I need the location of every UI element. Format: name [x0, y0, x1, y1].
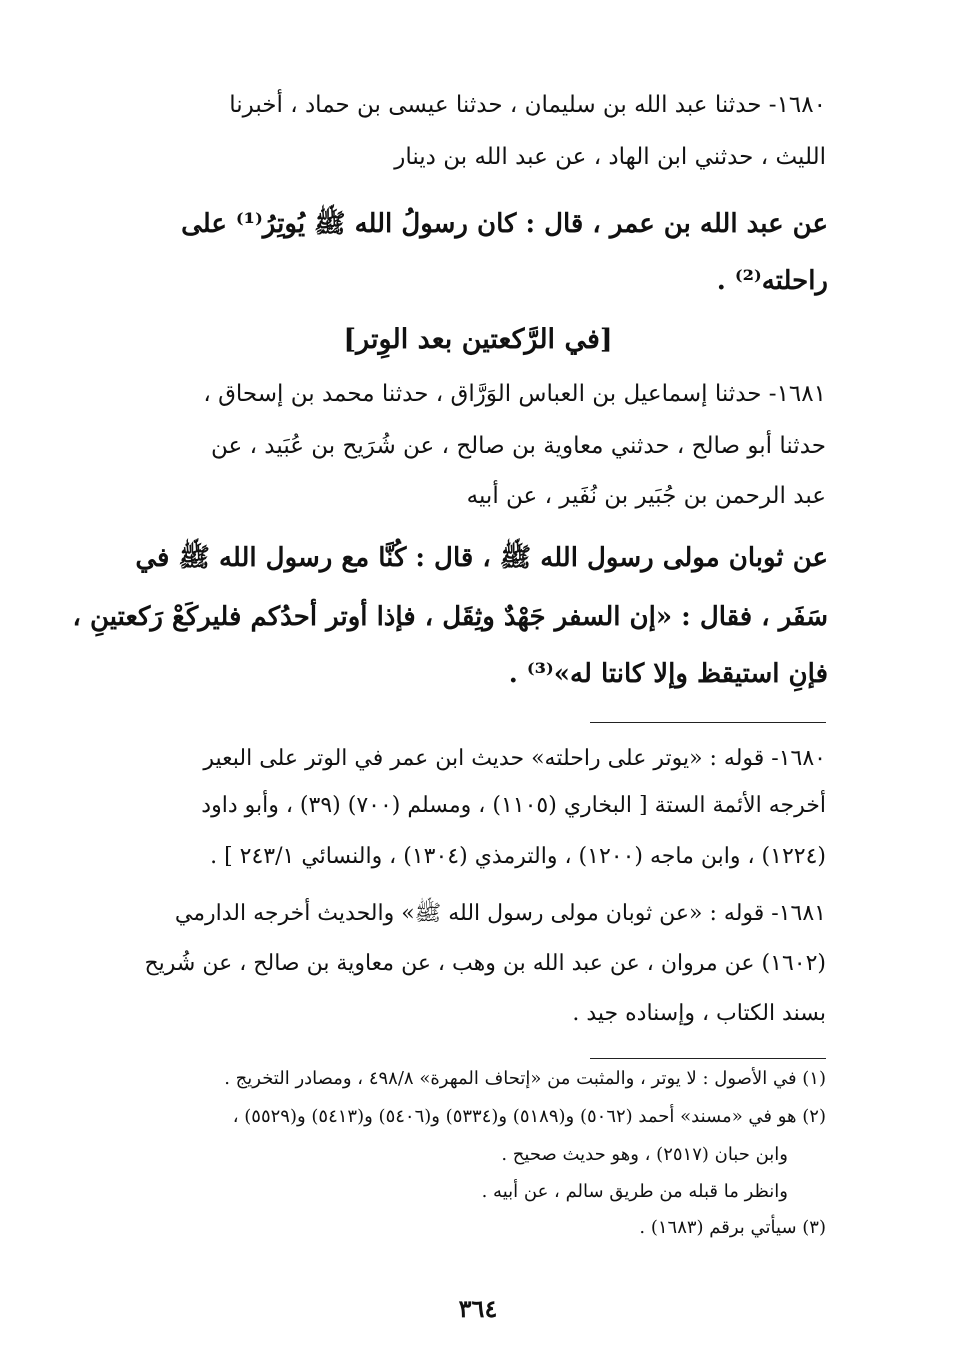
- footnote-2-cont-1: وابن حبان (٢٥١٧) ، وهو حديث صحيح .: [501, 1144, 788, 1165]
- hadith-1680-matn-line-2: راحلته⁽²⁾ .: [716, 266, 828, 296]
- footnote-2: (٢) هو في «مسند» أحمد (٥٠٦٢) و(٥١٨٩) و(٥٣٣٤) و(٥٤٠٦) و(٥٤١٣) و(٥٥٢٩) ،: [232, 1106, 826, 1127]
- page-number: ٣٦٤: [458, 1294, 498, 1323]
- hadith-1680-isnad-line-2: الليث ، حدثني ابن الهاد ، عن عبد الله بن دينار: [394, 144, 826, 170]
- hadith-1681-isnad-line-1: ١٦٨١- حدثنا إسماعيل بن العباس الوَرَّاق ، حدثنا محمد بن إسحاق ،: [203, 381, 826, 407]
- footnote-divider: [590, 1058, 826, 1059]
- hadith-1681-isnad-line-2: حدثنا أبو صالح ، حدثني معاوية بن صالح ، عن شُرَيح بن عُبَيد ، عن: [211, 433, 826, 459]
- commentary-line-4: ١٦٨١- قوله : «عن ثوبان مولى رسول الله ﷺ» والحديث أخرجه الدارمي: [174, 901, 826, 926]
- commentary-line-5: (١٦٠٢) عن مروان ، عن عبد الله بن وهب ، عن معاوية بن صالح ، عن شُريح: [144, 951, 826, 976]
- hadith-1681-matn-line-2: سَفَر ، فقال : «إن السفر جَهْدٌ وثِقَل ، فإذا أوتر أحدُكم فليركَعْ رَكعتينِ ،: [72, 602, 828, 632]
- footnote-1: (١) في الأصول : لا يوتر ، والمثبت من «إتحاف المهرة» ٤٩٨/٨ ، ومصادر التخريج .: [224, 1068, 826, 1089]
- commentary-line-2: أخرجه الأئمة الستة [ البخاري (١١٠٥) ، ومسلم (٧٠٠) (٣٩) ، وأبو داود: [201, 793, 826, 818]
- hadith-1681-matn-line-3: فإنِ استيقظ وإلا كانتا له»⁽³⁾ .: [508, 659, 828, 689]
- commentary-line-3: (١٢٢٤) ، وابن ماجه (١٢٠٠) ، والترمذي (١٣٠٤) ، والنسائي ٢٤٣/١ ] .: [210, 844, 826, 869]
- footnote-3: (٣) سيأتي برقم (١٦٨٣) .: [639, 1217, 826, 1238]
- commentary-line-6: بسند الكتاب ، وإسناده جيد .: [572, 1001, 826, 1026]
- hadith-1680-matn-line-1: عن عبد الله بن عمر ، قال : كان رسولُ الله ﷺ يُوتِرُ⁽¹⁾ على: [181, 209, 828, 239]
- commentary-divider: [590, 722, 826, 723]
- footnote-2-cont-2: وانظر ما قبله من طريق سالم ، عن أبيه .: [481, 1181, 788, 1202]
- section-heading: [في الرَّكعتين بعد الوِتر]: [343, 324, 613, 355]
- hadith-1681-matn-line-1: عن ثوبان مولى رسول الله ﷺ ، قال : كُنَّا مع رسول الله ﷺ في: [135, 543, 828, 573]
- commentary-line-1: ١٦٨٠- قوله : «يوتر على راحلته» حديث ابن عمر في الوتر على البعير: [203, 746, 826, 771]
- hadith-1681-isnad-line-3: عبد الرحمن بن جُبَير بن نُفَير ، عن أبيه: [466, 483, 826, 509]
- hadith-1680-isnad-line-1: ١٦٨٠- حدثنا عبد الله بن سليمان ، حدثنا عيسى بن حماد ، أخبرنا: [229, 92, 826, 118]
